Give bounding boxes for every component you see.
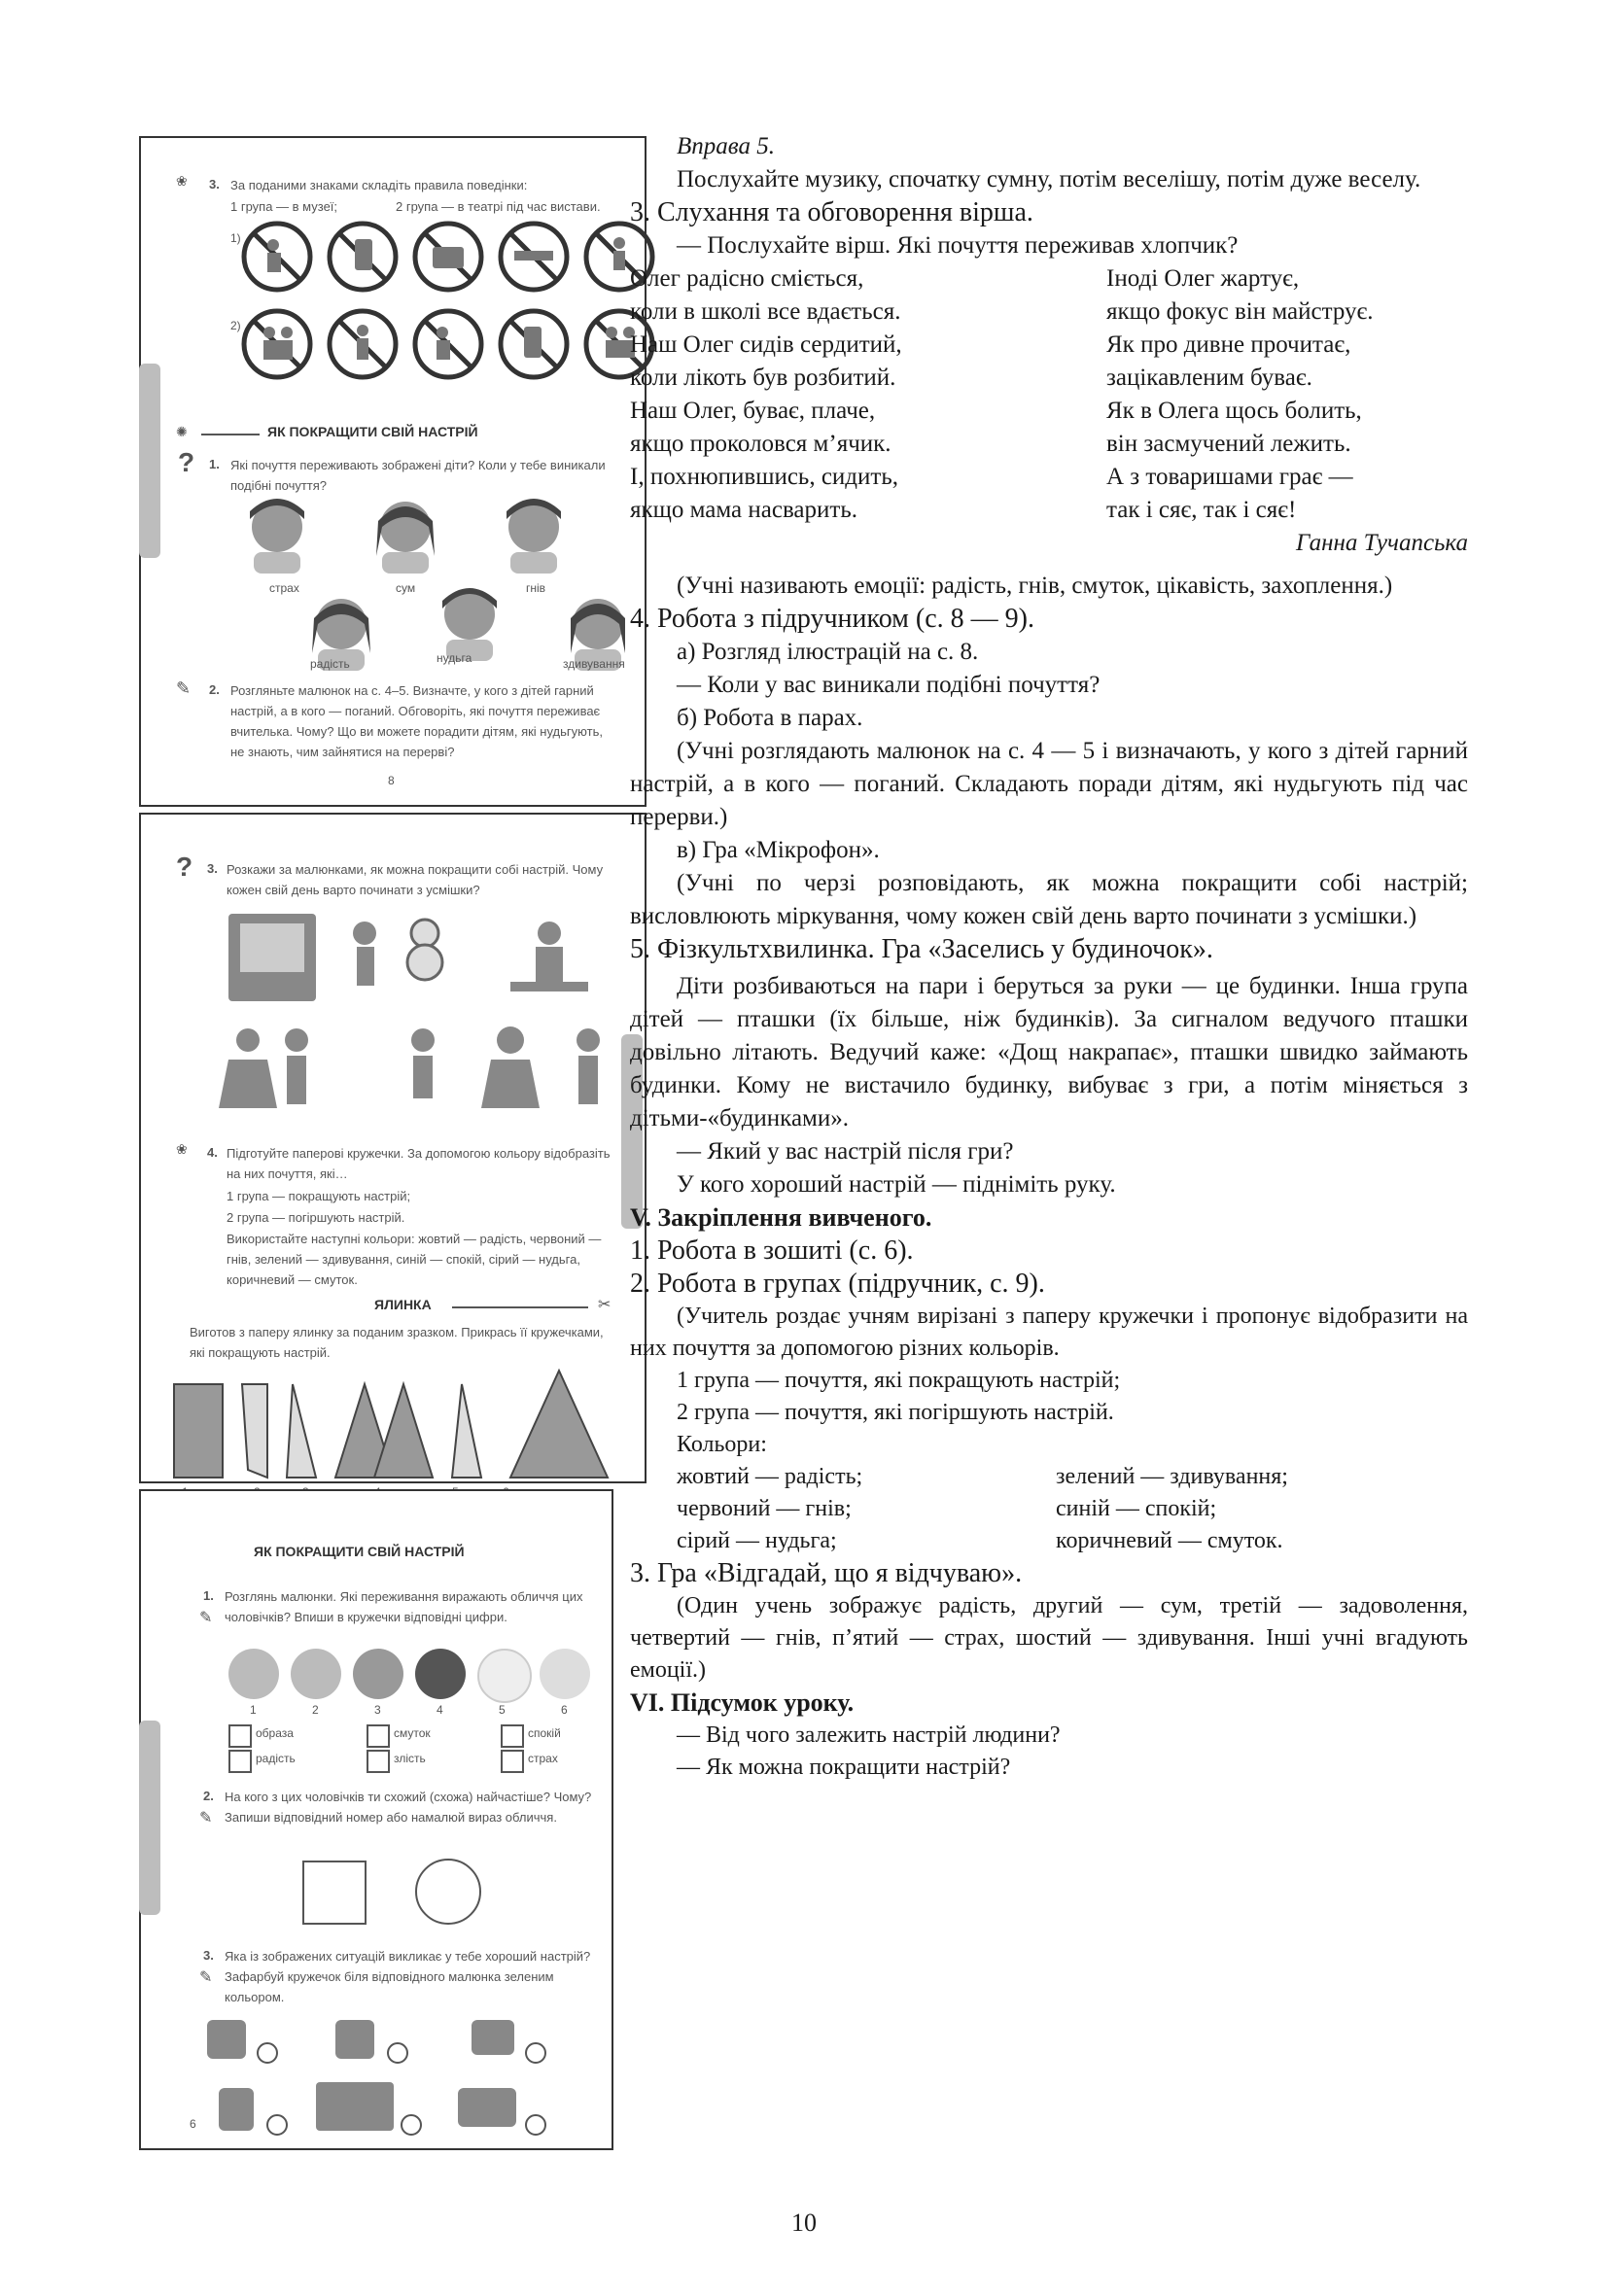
christmas-tree-steps (170, 1365, 627, 1491)
poem-line: І, похнюпившись, сидить, (630, 464, 898, 490)
task1-text: Розглянь малюнки. Які переживання виражають обличчя цих чоловічків? Впиши в кружечки відповідні цифри. (225, 1589, 583, 1624)
word-sorrow: смуток (394, 1726, 431, 1740)
poem (630, 262, 1468, 527)
yalynka-text: Виготов з паперу ялинку за поданим зразком. Прикрась її кружечками, які покращують настрій. (190, 1325, 604, 1360)
item-v1: 1. Робота в зошиті (с. 6). (630, 1235, 914, 1266)
item-v3-note: (Один учень зображує радість, другий — сум, третій — задоволення, четвертий — гнів, п’ятий — страх, шостий — здивування. Інші учні вгадують емоції.) (630, 1593, 1468, 1683)
poem-right-column (1106, 262, 1468, 527)
emotion-fear: страх (269, 581, 299, 595)
task-number: 2. (209, 682, 220, 697)
task3-text: Яка із зображених ситуацій викликає у тебе хороший настрій? Зафарбуй кружечок біля відповідного малюнка зеленим кольором. (225, 1949, 591, 2004)
page-number: 8 (388, 774, 395, 787)
pencil-icon: ✎ (176, 678, 192, 698)
summary-question-2: — Як можна покращити настрій? (677, 1755, 1011, 1780)
answer-box[interactable] (367, 1724, 390, 1748)
emoji-face-4 (415, 1649, 466, 1699)
color-item: жовтий — радість; (677, 1464, 863, 1489)
emoji-face-6 (540, 1649, 590, 1699)
item-b-note: (Учні розглядають малюнок на с. 4 — 5 і визначають, у кого з дітей гарний настрій, а в кого — поганий. Складають поради дітям, які нудьгують під час перерви.) (630, 738, 1468, 830)
poem-line: якщо мама насварить. (630, 497, 857, 523)
page-title: ЯК ПОКРАЩИТИ СВІЙ НАСТРІЙ (254, 1544, 465, 1559)
task-number: 4. (207, 1145, 218, 1160)
answer-box[interactable] (501, 1724, 524, 1748)
group-icon: ❀ (176, 1141, 188, 1157)
heading-3: 3. Слухання та обговорення вірша. (630, 197, 1033, 227)
face-number: 5 (499, 1703, 506, 1717)
pencil-icon: ✎ (199, 1610, 213, 1626)
row2-label: 2) (230, 319, 241, 332)
item-v2-group2: 2 група — почуття, які погіршують настрій. (677, 1400, 1114, 1425)
poem-line: Як про дивне прочитає, (1106, 331, 1351, 358)
emoji-face-1 (228, 1649, 279, 1699)
task-number: 1. (209, 457, 220, 471)
poem-author: Ганна Тучапська (1295, 530, 1468, 556)
poem-question: — Послухайте вірш. Які почуття переживав хлопчик? (677, 232, 1239, 259)
emoji-face-5 (477, 1649, 532, 1703)
title-rule (201, 434, 260, 435)
group2-text: 2 група — в театрі під час вистави. (396, 199, 601, 214)
color-item: коричневий — смуток. (1056, 1528, 1283, 1553)
task1-text: Які почуття переживають зображені діти? Коли у тебе виникали подібні почуття? (230, 458, 606, 493)
question-icon: ? (178, 447, 195, 477)
exercise-text: Послухайте музику, спочатку сумну, потім веселішу, потім дуже веселу. (677, 166, 1421, 192)
section-icon: ✺ (176, 424, 188, 439)
exercise-label: Вправа 5. (677, 133, 775, 159)
item-v2-note: (Учитель роздає учням вирізані з паперу кружечки і пропонує відобразити на них почуття за допомогою різних кольорів. (630, 1304, 1468, 1361)
word-fear: страх (528, 1752, 558, 1765)
draw-circle[interactable] (415, 1859, 481, 1925)
color-item: червоний — гнів; (677, 1496, 852, 1521)
task2-text: Розгляньте малюнок на с. 4–5. Визначте, у кого з дітей гарний настрій, а в кого — поганий. Обговоріть, які почуття переживає вчителька. Чому? Що ви можете порадити дітям, які нудьгують, не знають, чим зайнятися на перерві? (230, 683, 603, 759)
face-number: 3 (374, 1703, 381, 1717)
emotions-note: (Учні називають емоції: радість, гнів, смуток, цікавість, захоплення.) (677, 573, 1393, 599)
answer-box[interactable] (501, 1750, 524, 1773)
emotion-joy: радість (310, 657, 350, 671)
emotion-surprise: здивування (563, 657, 625, 671)
poem-line: Іноді Олег жартує, (1106, 265, 1300, 292)
task-number: 3. (203, 1948, 214, 1963)
task-number: 3. (209, 177, 220, 191)
word-anger: злість (394, 1752, 426, 1765)
poem-left-column (630, 262, 1106, 527)
poem-line: зацікавленим буває. (1106, 365, 1312, 391)
emoji-face-2 (291, 1649, 341, 1699)
prohibition-signs-row2 (238, 305, 666, 383)
section-vi-heading: VI. Підсумок уроку. (630, 1688, 855, 1717)
poem-line: він засмучений лежить. (1106, 431, 1351, 457)
game-text: Діти розбиваються на пари і беруться за руки — це будинки. Інша група дітей — пташки (їх більше, ніж будинків). За сигналом ведучого пташки довільно літають. Ведучий каже: «Дощ накрапає», пташки швидко займають будинки. Кому не вистачило будинку, вибуває з гри, а потім міняється з дітьми-«будинками». (630, 973, 1468, 1131)
row1-label: 1) (230, 231, 241, 245)
answer-box[interactable] (228, 1750, 252, 1773)
face-number: 4 (437, 1703, 443, 1717)
heading-4: 4. Робота з підручником (с. 8 — 9). (630, 604, 1034, 634)
prohibition-signs-row1 (238, 218, 666, 296)
task-number: 3. (207, 861, 218, 876)
poem-line: Олег радісно сміється, (630, 265, 864, 292)
poem-line: так і сяє, так і сяє! (1106, 497, 1297, 523)
workbook-page-6 (139, 1489, 613, 2150)
page-tab (139, 1721, 160, 1915)
group1-text: 1 група — покращують настрій; (227, 1189, 411, 1203)
group-icon: ❀ (176, 173, 188, 189)
emoji-face-3 (353, 1649, 403, 1699)
face-number: 1 (250, 1703, 257, 1717)
draw-square[interactable] (302, 1861, 367, 1925)
task4-text: Підготуйте паперові кружечки. За допомогою кольору відобразіть на них почуття, які… (227, 1146, 611, 1181)
item-b: б) Робота в парах. (677, 705, 863, 731)
poem-line: Наш Олег, буває, плаче, (630, 398, 876, 424)
answer-box[interactable] (367, 1750, 390, 1773)
poem-line: якщо фокус він майструє. (1106, 298, 1374, 325)
textbook-page-8 (139, 136, 647, 807)
face-number: 6 (561, 1703, 568, 1717)
item-v: в) Гра «Мікрофон». (677, 837, 880, 863)
scissors-icon: ✂ (598, 1297, 612, 1313)
answer-box[interactable] (228, 1724, 252, 1748)
situations-illustration (199, 2010, 588, 2146)
group1-text: 1 група — в музеї; (230, 199, 338, 214)
pencil-icon: ✎ (199, 1810, 213, 1826)
textbook-page-9 (139, 813, 647, 1483)
colors-label: Кольори: (677, 1432, 767, 1457)
heading-5: 5. Фізкультхвилинка. Гра «Заселись у будиночок». (630, 934, 1213, 964)
task2-text: На кого з цих чоловічків ти схожий (схожа) найчастіше? Чому? Запиши відповідний номер або намалюй вираз обличчя. (225, 1790, 592, 1825)
question-icon: ? (176, 852, 193, 882)
word-joy: радість (256, 1752, 296, 1765)
item-v2: 2. Робота в групах (підручник, с. 9). (630, 1269, 1045, 1299)
color-item: синій — спокій; (1056, 1496, 1217, 1521)
item-v3: 3. Гра «Відгадай, що я відчуваю». (630, 1558, 1023, 1588)
task-number: 1. (203, 1588, 214, 1603)
poem-line: коли в школі все вдається. (630, 298, 901, 325)
emotion-boredom: нудьга (437, 651, 472, 665)
lesson-text (630, 130, 1468, 1784)
emotion-anger: гнів (526, 581, 546, 595)
page-number: 10 (791, 2209, 817, 2237)
task3-text: За поданими знаками складіть правила поведінки: (230, 178, 528, 192)
colors-text: Використайте наступні кольори: жовтий — радість, червоний — гнів, зелений — здивування, синій — спокій, сірий — нудьга, коричневий — смуток. (227, 1232, 602, 1287)
pencil-icon: ✎ (199, 1969, 213, 1986)
colors-right-column (1056, 1461, 1468, 1557)
item-a: а) Розгляд ілюстрацій на с. 8. (677, 639, 979, 665)
children-faces-illustration (160, 498, 627, 673)
mood-situations-illustration (190, 904, 617, 1128)
color-item: сірий — нудьга; (677, 1528, 837, 1553)
title-rule (452, 1306, 588, 1308)
summary-question-1: — Від чого залежить настрій людини? (677, 1722, 1061, 1748)
poem-line: Наш Олег сидів сердитий, (630, 331, 902, 358)
game-question-1: — Який у вас настрій після гри? (677, 1138, 1014, 1165)
word-offense: образа (256, 1726, 294, 1740)
group2-text: 2 група — погіршують настрій. (227, 1210, 405, 1225)
section-title: ЯК ПОКРАЩИТИ СВІЙ НАСТРІЙ (267, 424, 478, 439)
task-number: 2. (203, 1789, 214, 1803)
poem-line: Як в Олега щось болить, (1106, 398, 1362, 424)
item-a-question: — Коли у вас виникали подібні почуття? (677, 672, 1101, 698)
page-tab (139, 364, 160, 558)
item-v-note: (Учні по черзі розповідають, як можна покращити собі настрій; висловлюють міркування, чому кожен свій день варто починати з усмішки.) (630, 870, 1468, 929)
color-item: зелений — здивування; (1056, 1464, 1288, 1489)
game-question-2: У кого хороший настрій — підніміть руку. (677, 1171, 1116, 1198)
yalynka-title: ЯЛИНКА (374, 1297, 432, 1312)
task3-text: Розкажи за малюнками, як можна покращити собі настрій. Чому кожен свій день варто починати з усмішки? (227, 862, 604, 897)
poem-line: А з товаришами грає — (1106, 464, 1353, 490)
colors-list (630, 1461, 1468, 1557)
section-v-heading: V. Закріплення вивченого. (630, 1203, 932, 1232)
colors-left-column (677, 1461, 1056, 1557)
face-number: 2 (312, 1703, 319, 1717)
item-v2-group1: 1 група — почуття, які покращують настрій; (677, 1368, 1121, 1393)
emotion-sadness: сум (396, 581, 416, 595)
page-number: 6 (190, 2117, 196, 2131)
word-calm: спокій (528, 1726, 561, 1740)
poem-line: якщо проколовся м’ячик. (630, 431, 891, 457)
poem-line: коли лікоть був розбитий. (630, 365, 896, 391)
